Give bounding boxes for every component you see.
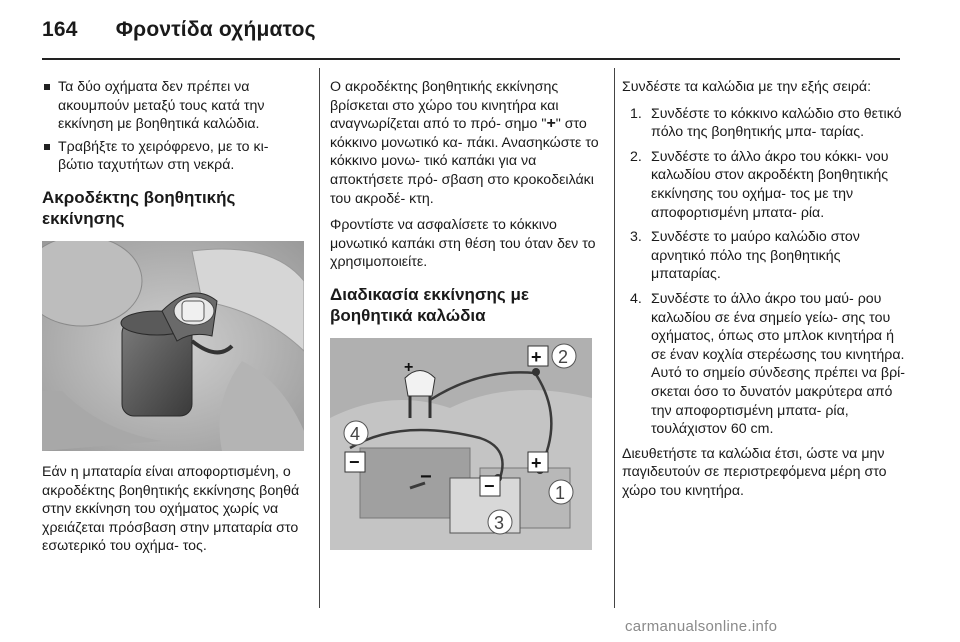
jump-start-terminal-illustration bbox=[42, 241, 304, 451]
step-text: Συνδέστε το μαύρο καλώδιο στον αρνητικό πόλο της βοηθητικής μπαταρίας. bbox=[651, 229, 860, 283]
watermark: carmanualsonline.info bbox=[625, 618, 778, 635]
figure-label: − bbox=[420, 465, 432, 488]
paragraph: Συνδέστε τα καλώδια με την εξής σειρά: bbox=[622, 79, 872, 95]
paragraph bbox=[330, 78, 605, 208]
page-number: 164 bbox=[42, 18, 78, 41]
paragraph-part: Ο ακροδέκτης βοηθητικής εκκίνησης βρίσκεται στο χώρο του κινητήρα και αναγνωρίζεται από το πρό- σημο " bbox=[330, 79, 559, 133]
step-number: 4. bbox=[630, 290, 642, 307]
step-number: 1. bbox=[630, 105, 642, 122]
section-heading: Διαδικασία εκκίνησης με βοηθητικά καλώδια bbox=[330, 284, 529, 325]
step-number: 2. bbox=[630, 148, 642, 165]
paragraph: Εάν η μπαταρία είναι αποφορτισμένη, ο ακροδέκτης βοηθητικής εκκίνησης βοηθά στην εκκίνηση του οχήματος χωρίς να χρειάζεται πρόσβαση στην μπαταρία στο εσωτερικό του οχήμα- τος. bbox=[42, 463, 300, 555]
figure-label: + bbox=[531, 346, 542, 367]
column-divider bbox=[614, 68, 615, 608]
step-item bbox=[622, 105, 907, 142]
step-text: Συνδέστε το άλλο άκρο του κόκκι- νου καλωδίου στον ακροδέκτη βοηθητικής εκκίνησης του οχήμα- τος με την αποφορτισμένη μπατα- ρία. bbox=[651, 148, 889, 221]
bullet-item: Τραβήξτε το χειρόφρενο, με το κι- βώτιο ταχυτήτων στη νεκρά. bbox=[42, 138, 304, 175]
page-header bbox=[42, 18, 316, 42]
callout-number: 1 bbox=[555, 482, 566, 503]
step-item bbox=[622, 228, 907, 284]
paragraph: Φροντίστε να ασφαλίσετε το κόκκινο μονωτικό καπάκι στη θέση του όταν δεν το χρησιμοποιείτε. bbox=[330, 217, 596, 271]
callout-number: 4 bbox=[350, 423, 361, 444]
header-rule bbox=[42, 58, 900, 60]
jump-cable-diagram bbox=[330, 338, 592, 550]
step-text: Συνδέστε το άλλο άκρο του μαύ- ρου καλωδίου σε ένα σημείο γείω- σης του οχήματος, όπως στο μπλοκ κινητήρα ή σε έναν κοχλία στερέωσης του κινητήρα. Αυτό το σημείο σύνδεσης πρέπει να βρί- σκεται όσο το δυνατόν μακρύτερα από την αποφορτισμένη μπατα- ρία, τουλάχιστον 60 cm. bbox=[651, 290, 906, 438]
figure-label: + bbox=[404, 358, 414, 376]
paragraph-part: " στο κόκκινο μονωτικό κα- πάκι. Ανασηκώστε το κόκκινο μονω- τικό καπάκι για να αποκτήσετε πρό- σβαση στο κροκοδειλάκι του ακροδέ- κτη. bbox=[330, 116, 599, 207]
column-2 bbox=[330, 78, 605, 550]
callout-number: 3 bbox=[494, 512, 505, 533]
bullet-item: Τα δύο οχήματα δεν πρέπει να ακουμπούν μεταξύ τους κατά την εκκίνηση με βοηθητικά καλώδια. bbox=[42, 78, 304, 134]
page-title: Φροντίδα οχήματος bbox=[115, 18, 316, 41]
paragraph: Διευθετήστε τα καλώδια έτσι, ώστε να μην παγιδευτούν σε περιστρεφόμενα μέρη στο χώρο του κινητήρα. bbox=[622, 445, 887, 499]
figure-label: + bbox=[531, 452, 542, 473]
figure-label: − bbox=[349, 451, 360, 472]
column-3 bbox=[622, 78, 907, 508]
step-item bbox=[622, 290, 907, 439]
column-divider bbox=[319, 68, 320, 608]
section-heading: Ακροδέκτης βοηθητικής εκκίνησης bbox=[42, 187, 236, 228]
plus-symbol: + bbox=[546, 115, 556, 133]
step-item bbox=[622, 148, 907, 222]
column-1 bbox=[42, 78, 304, 564]
steps-list bbox=[622, 105, 907, 439]
callout-number: 2 bbox=[558, 346, 569, 367]
step-text: Συνδέστε το κόκκινο καλώδιο στο θετικό πόλο της βοηθητικής μπα- ταρίας. bbox=[651, 105, 902, 141]
step-number: 3. bbox=[630, 229, 642, 246]
figure-label: − bbox=[484, 475, 495, 496]
